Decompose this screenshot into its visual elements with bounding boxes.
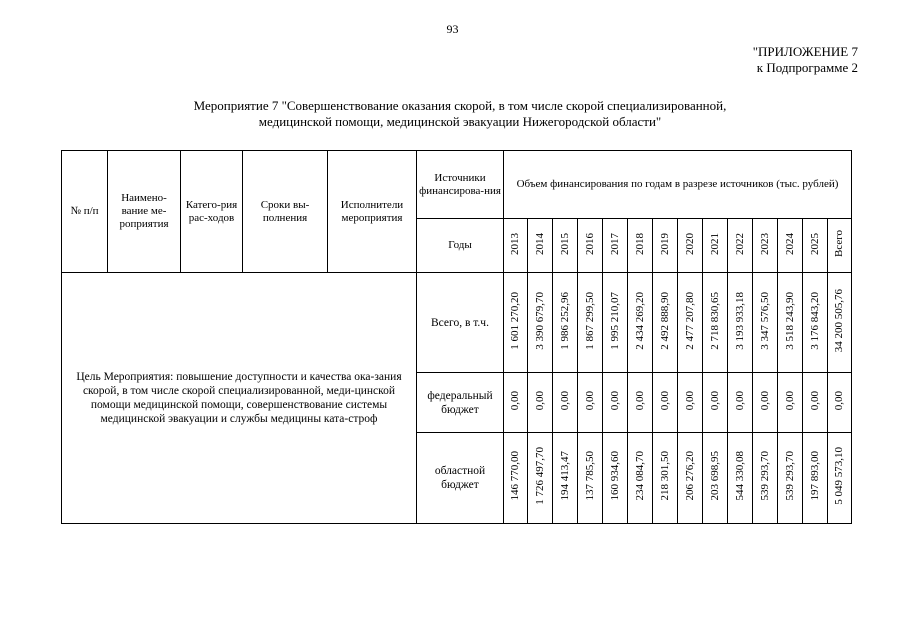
- value-cell: 146 770,00: [504, 433, 528, 524]
- value-cell: 0,00: [628, 373, 653, 433]
- value-cell: 0,00: [703, 373, 728, 433]
- source-label: областной бюджет: [417, 433, 504, 524]
- value-cell: 0,00: [553, 373, 578, 433]
- value-cell: 0,00: [728, 373, 753, 433]
- value-cell: 0,00: [778, 373, 803, 433]
- value-cell: 539 293,70: [753, 433, 778, 524]
- title-line-1: Мероприятие 7 "Совершенствование оказания скорой, в том числе скорой специализированной,: [193, 98, 727, 113]
- header-row-1: [62, 151, 852, 219]
- value-cell: 1 986 252,96: [553, 273, 578, 373]
- value-cell: 0,00: [753, 373, 778, 433]
- year-cell: 2022: [728, 219, 753, 273]
- value-cell: 206 276,20: [678, 433, 703, 524]
- year-cell: 2021: [703, 219, 728, 273]
- year-cell: 2018: [628, 219, 653, 273]
- financing-table: [61, 150, 852, 524]
- header-name: Наимено-вание ме-роприятия: [108, 151, 181, 273]
- value-cell: 197 893,00: [803, 433, 828, 524]
- year-cell: 2020: [678, 219, 703, 273]
- value-cell: 2 492 888,90: [653, 273, 678, 373]
- year-cell-total: Всего: [828, 219, 852, 273]
- value-cell-total: 5 049 573,10: [828, 433, 852, 524]
- header-deadline: Сроки вы-полнения: [243, 151, 328, 273]
- value-cell: 160 934,60: [603, 433, 628, 524]
- value-cell: 0,00: [653, 373, 678, 433]
- header-executors: Исполнители мероприятия: [328, 151, 417, 273]
- value-cell: 218 301,50: [653, 433, 678, 524]
- value-cell: 2 434 269,20: [628, 273, 653, 373]
- source-label: федеральный бюджет: [417, 373, 504, 433]
- appendix-heading: [753, 44, 858, 76]
- value-cell: 539 293,70: [778, 433, 803, 524]
- value-cell: 0,00: [803, 373, 828, 433]
- year-cell: 2015: [553, 219, 578, 273]
- value-cell: 1 867 299,50: [578, 273, 603, 373]
- value-cell: 1 995 210,07: [603, 273, 628, 373]
- value-cell: 1 726 497,70: [528, 433, 553, 524]
- year-cell: 2017: [603, 219, 628, 273]
- value-cell: 0,00: [528, 373, 553, 433]
- header-num: № п/п: [62, 151, 108, 273]
- page-number: 93: [446, 22, 459, 36]
- value-cell-total: 0,00: [828, 373, 852, 433]
- value-cell-total: 34 200 505,76: [828, 273, 852, 373]
- value-cell: 3 390 679,70: [528, 273, 553, 373]
- value-cell: 0,00: [578, 373, 603, 433]
- appendix-line-1: "ПРИЛОЖЕНИЕ 7: [752, 44, 858, 59]
- year-cell: 2024: [778, 219, 803, 273]
- header-volume: Объем финансирования по годам в разрезе источников (тыс. рублей): [504, 151, 852, 219]
- title-line-2: медицинской помощи, медицинской эвакуации Нижегородской области": [258, 114, 662, 129]
- value-cell: 2 718 830,65: [703, 273, 728, 373]
- year-cell: 2019: [653, 219, 678, 273]
- value-cell: 234 084,70: [628, 433, 653, 524]
- value-cell: 194 413,47: [553, 433, 578, 524]
- year-cell: 2013: [504, 219, 528, 273]
- value-cell: 137 785,50: [578, 433, 603, 524]
- year-cell: 2014: [528, 219, 553, 273]
- source-label: Всего, в т.ч.: [417, 273, 504, 373]
- value-cell: 0,00: [678, 373, 703, 433]
- year-cell: 2023: [753, 219, 778, 273]
- value-cell: 0,00: [504, 373, 528, 433]
- header-sources: Источники финансирова-ния: [417, 151, 504, 219]
- appendix-line-2: к Подпрограмме 2: [756, 60, 858, 75]
- value-cell: 3 176 843,20: [803, 273, 828, 373]
- year-cell: 2016: [578, 219, 603, 273]
- year-cell: 2025: [803, 219, 828, 273]
- table-row: [62, 273, 852, 373]
- value-cell: 3 347 576,50: [753, 273, 778, 373]
- value-cell: 3 518 243,90: [778, 273, 803, 373]
- header-years-label: Годы: [417, 219, 504, 273]
- header-category: Катего-рия рас-ходов: [181, 151, 243, 273]
- value-cell: 0,00: [603, 373, 628, 433]
- value-cell: 2 477 207,80: [678, 273, 703, 373]
- goal-text: Цель Мероприятия: повышение доступности и качества ока-зания скорой, в том числе скорой специализированной, меди-цинской помощи медицинской помощи, совершенствование системы медицинской эвакуации и службы медицины ката-строф: [62, 273, 417, 524]
- value-cell: 3 193 933,18: [728, 273, 753, 373]
- value-cell: 544 330,08: [728, 433, 753, 524]
- value-cell: 1 601 270,20: [504, 273, 528, 373]
- value-cell: 203 698,95: [703, 433, 728, 524]
- document-title: [60, 98, 860, 130]
